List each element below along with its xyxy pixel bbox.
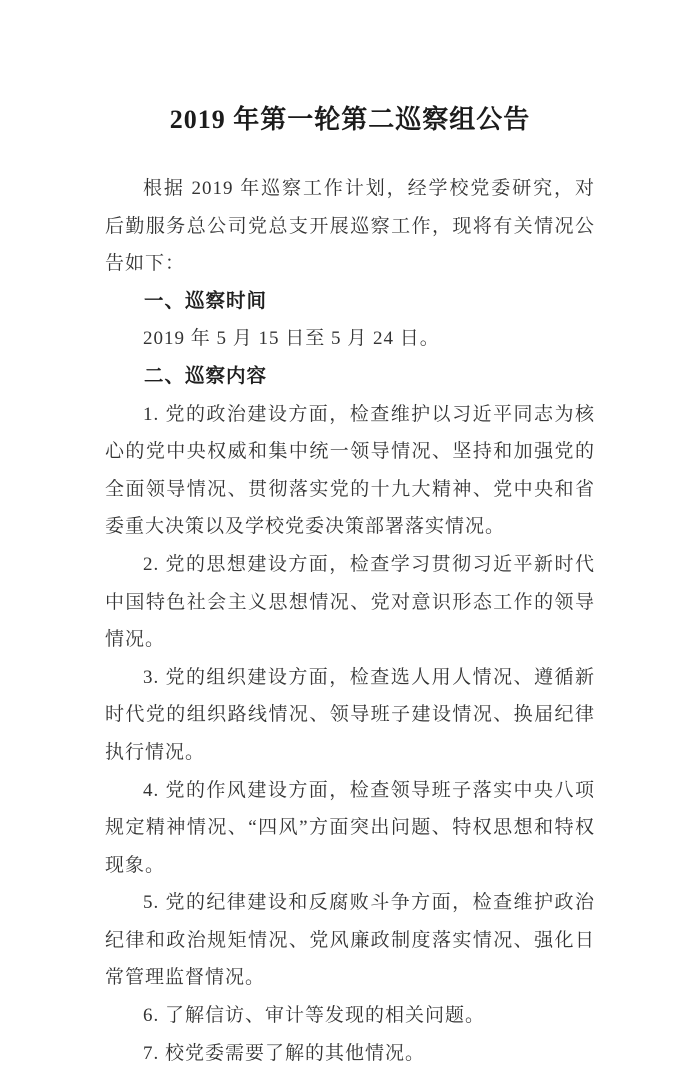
content-item-7: 7. 校党委需要了解的其他情况。 <box>143 1042 426 1064</box>
content-item-2: 2. 党的思想建设方面，检查学习贯彻习近平新时代中国特色社会主义思想情况、党对意识形态工作的领导情况。 <box>105 553 595 651</box>
section-heading-inspection-time: 一、巡察时间 <box>144 289 268 312</box>
section-heading-inspection-content: 二、巡察内容 <box>144 364 268 387</box>
content-item-5: 5. 党的纪律建设和反腐败斗争方面，检查维护政治纪律和政治规矩情况、党风廉政制度落实情况、强化日常管理监督情况。 <box>105 892 595 989</box>
intro-paragraph: 根据 2019 年巡察工作计划，经学校党委研究，对后勤服务总公司党总支开展巡察工作，现将有关情况公告如下： <box>105 178 595 275</box>
document-title: 2019 年第一轮第二巡察组公告 <box>169 105 531 134</box>
content-item-6: 6. 了解信访、审计等发现的相关问题。 <box>143 1005 486 1027</box>
inspection-time-paragraph: 2019 年 5 月 15 日至 5 月 24 日。 <box>143 328 440 350</box>
content-item-1: 1. 党的政治建设方面，检查维护以习近平同志为核心的党中央权威和集中统一领导情况、坚持和加强党的全面领导情况、贯彻落实党的十九大精神、党中央和省委重大决策以及学校党委决策部署落实情况。 <box>105 403 595 538</box>
content-item-4: 4. 党的作风建设方面，检查领导班子落实中央八项规定精神情况、“四风”方面突出问题、特权思想和特权现象。 <box>105 779 595 876</box>
content-item-3: 3. 党的组织建设方面，检查选人用人情况、遵循新时代党的组织路线情况、领导班子建设情况、换届纪律执行情况。 <box>105 666 595 763</box>
